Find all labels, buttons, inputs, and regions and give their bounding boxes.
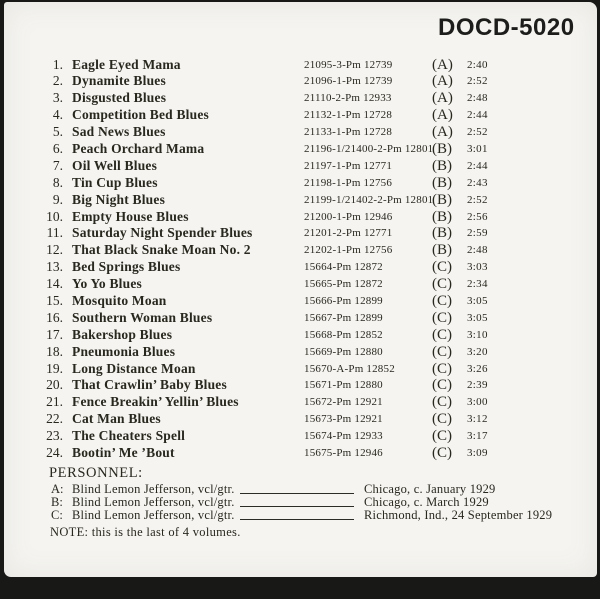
matrix-number: 21132-1-Pm 12728 <box>304 109 393 122</box>
track-duration: 3:00 <box>467 396 488 409</box>
track-row <box>4 411 597 428</box>
track-number: 1. <box>52 56 63 72</box>
track-row <box>4 107 597 124</box>
track-title: Oil Well Blues <box>72 157 158 173</box>
session-code: (A) <box>432 107 453 124</box>
session-code: (C) <box>432 411 452 428</box>
matrix-number: 15664-Pm 12872 <box>304 261 383 274</box>
session-code: (B) <box>432 157 452 174</box>
track-number: 2. <box>52 73 63 89</box>
track-row <box>4 361 597 378</box>
track-number: 15. <box>46 292 63 308</box>
track-title: Sad News Blues <box>72 124 166 140</box>
track-row <box>4 428 597 445</box>
session-code: (B) <box>432 140 452 157</box>
track-title: That Black Snake Moan No. 2 <box>72 242 251 258</box>
recording-location: Richmond, Ind., 24 September 1929 <box>364 508 553 523</box>
track-duration: 3:10 <box>467 328 488 341</box>
track-number: 9. <box>52 191 63 207</box>
track-title: Eagle Eyed Mama <box>72 56 181 72</box>
track-number: 20. <box>46 377 63 393</box>
session-code: (C) <box>432 276 452 293</box>
volume-note: NOTE: this is the last of 4 volumes. <box>50 525 241 539</box>
track-title: Saturday Night Spender Blues <box>72 225 253 241</box>
session-code: (C) <box>432 292 452 309</box>
matrix-number: 21095-3-Pm 12739 <box>304 58 393 71</box>
track-title: Dynamite Blues <box>72 73 166 89</box>
track-title: Yo Yo Blues <box>72 276 142 292</box>
matrix-number: 15667-Pm 12899 <box>304 311 383 324</box>
track-duration: 3:09 <box>467 446 488 459</box>
track-duration: 2:52 <box>467 193 488 206</box>
track-title: Cat Man Blues <box>72 411 161 427</box>
track-row <box>4 124 597 141</box>
track-title: Bakershop Blues <box>72 326 173 342</box>
session-code: (A) <box>432 124 453 141</box>
matrix-number: 21202-1-Pm 12756 <box>304 244 393 257</box>
session-code: (C) <box>432 360 452 377</box>
track-title: Pneumonia Blues <box>72 343 176 359</box>
track-title: Peach Orchard Mama <box>72 140 205 156</box>
track-title: Southern Woman Blues <box>72 309 213 325</box>
matrix-number: 21196-1/21400-2-Pm 12801 <box>304 142 434 155</box>
matrix-number: 15671-Pm 12880 <box>304 379 383 392</box>
track-title: The Cheaters Spell <box>72 428 186 444</box>
track-title: Competition Bed Blues <box>72 107 209 123</box>
track-row <box>4 242 597 259</box>
personnel-list <box>4 483 597 523</box>
track-title: Long Distance Moan <box>72 360 196 376</box>
track-title: That Crawlin’ Baby Blues <box>72 377 227 393</box>
track-row <box>4 57 597 74</box>
matrix-number: 15668-Pm 12852 <box>304 328 383 341</box>
track-row <box>4 73 597 90</box>
session-letter: B: <box>51 495 63 510</box>
matrix-number: 21199-1/21402-2-Pm 12801 <box>304 193 434 206</box>
track-list <box>4 57 597 462</box>
track-number: 19. <box>46 360 63 376</box>
session-code: (C) <box>432 343 452 360</box>
track-duration: 2:48 <box>467 92 488 105</box>
track-title: Bootin’ Me ’Bout <box>72 444 175 460</box>
track-duration: 2:39 <box>467 379 488 392</box>
track-duration: 2:48 <box>467 244 488 257</box>
session-code: (B) <box>432 242 452 259</box>
matrix-number: 15672-Pm 12921 <box>304 396 383 409</box>
matrix-number: 21110-2-Pm 12933 <box>304 92 392 105</box>
track-duration: 3:17 <box>467 430 488 443</box>
session-code: (C) <box>432 444 452 461</box>
track-row <box>4 141 597 158</box>
matrix-number: 21197-1-Pm 12771 <box>304 159 393 172</box>
track-row <box>4 445 597 462</box>
track-title: Fence Breakin’ Yellin’ Blues <box>72 394 239 410</box>
matrix-number: 15665-Pm 12872 <box>304 278 383 291</box>
track-duration: 3:03 <box>467 261 488 274</box>
fill-in-rule <box>240 483 354 494</box>
session-code: (C) <box>432 377 452 394</box>
track-number: 22. <box>46 411 63 427</box>
session-code: (A) <box>432 56 453 73</box>
session-code: (C) <box>432 326 452 343</box>
track-duration: 2:56 <box>467 210 488 223</box>
track-row <box>4 175 597 192</box>
session-letter: A: <box>51 482 64 496</box>
catalog-number: DOCD-5020 <box>438 14 575 41</box>
track-row <box>4 192 597 209</box>
track-number: 18. <box>46 343 63 359</box>
track-title: Mosquito Moan <box>72 292 167 308</box>
track-duration: 2:44 <box>467 109 488 122</box>
matrix-number: 15675-Pm 12946 <box>304 446 383 459</box>
track-duration: 2:43 <box>467 176 488 189</box>
artist-credit: Blind Lemon Jefferson, vcl/gtr. <box>72 495 235 510</box>
track-number: 14. <box>46 276 63 292</box>
session-code: (A) <box>432 73 453 90</box>
track-row <box>4 327 597 344</box>
track-duration: 2:44 <box>467 159 488 172</box>
track-duration: 2:52 <box>467 126 488 139</box>
track-duration: 2:52 <box>467 75 488 88</box>
track-number: 6. <box>52 140 63 156</box>
track-duration: 3:26 <box>467 362 488 375</box>
track-number: 17. <box>46 326 63 342</box>
track-title: Bed Springs Blues <box>72 259 181 275</box>
booklet-page <box>4 2 597 577</box>
fill-in-rule <box>240 496 354 507</box>
track-row <box>4 344 597 361</box>
track-duration: 2:40 <box>467 58 488 71</box>
session-code: (B) <box>432 174 452 191</box>
matrix-number: 21198-1-Pm 12756 <box>304 176 393 189</box>
matrix-number: 15670-A-Pm 12852 <box>304 362 395 375</box>
personnel-heading: PERSONNEL: <box>49 465 143 481</box>
track-number: 24. <box>46 444 63 460</box>
session-code: (C) <box>432 428 452 445</box>
track-number: 10. <box>46 208 63 224</box>
track-row <box>4 158 597 175</box>
session-code: (C) <box>432 259 452 276</box>
session-code: (B) <box>432 225 452 242</box>
track-number: 21. <box>46 394 63 410</box>
track-number: 5. <box>52 124 63 140</box>
track-row <box>4 310 597 327</box>
track-duration: 3:20 <box>467 345 488 358</box>
track-duration: 3:05 <box>467 311 488 324</box>
track-number: 23. <box>46 428 63 444</box>
track-row <box>4 293 597 310</box>
matrix-number: 15669-Pm 12880 <box>304 345 383 358</box>
session-code: (B) <box>432 208 452 225</box>
track-duration: 2:59 <box>467 227 488 240</box>
recording-location: Chicago, c. March 1929 <box>364 495 489 510</box>
track-title: Big Night Blues <box>72 191 166 207</box>
matrix-number: 21200-1-Pm 12946 <box>304 210 393 223</box>
artist-credit: Blind Lemon Jefferson, vcl/gtr. <box>72 482 235 496</box>
matrix-number: 21133-1-Pm 12728 <box>304 126 393 139</box>
track-title: Disgusted Blues <box>72 90 167 106</box>
matrix-number: 15674-Pm 12933 <box>304 430 383 443</box>
track-number: 11. <box>46 225 63 241</box>
track-number: 8. <box>52 174 63 190</box>
session-letter: C: <box>51 508 63 523</box>
matrix-number: 21096-1-Pm 12739 <box>304 75 393 88</box>
fill-in-rule <box>240 509 354 520</box>
track-row <box>4 377 597 394</box>
track-number: 13. <box>46 259 63 275</box>
track-duration: 3:12 <box>467 413 488 426</box>
track-duration: 3:05 <box>467 294 488 307</box>
track-row <box>4 259 597 276</box>
session-code: (C) <box>432 394 452 411</box>
session-code: (C) <box>432 309 452 326</box>
artist-credit: Blind Lemon Jefferson, vcl/gtr. <box>72 508 235 523</box>
track-number: 16. <box>46 309 63 325</box>
track-number: 4. <box>52 107 63 123</box>
personnel-line <box>4 509 597 522</box>
session-code: (A) <box>432 90 453 107</box>
track-duration: 2:34 <box>467 278 488 291</box>
track-number: 3. <box>52 90 63 106</box>
track-row <box>4 225 597 242</box>
track-duration: 3:01 <box>467 142 488 155</box>
recording-location: Chicago, c. January 1929 <box>364 482 496 496</box>
track-row <box>4 90 597 107</box>
track-row <box>4 276 597 293</box>
track-title: Tin Cup Blues <box>72 174 158 190</box>
matrix-number: 15673-Pm 12921 <box>304 413 383 426</box>
track-title: Empty House Blues <box>72 208 189 224</box>
track-row <box>4 209 597 226</box>
track-number: 12. <box>46 242 63 258</box>
track-number: 7. <box>52 157 63 173</box>
matrix-number: 21201-2-Pm 12771 <box>304 227 393 240</box>
session-code: (B) <box>432 191 452 208</box>
track-row <box>4 394 597 411</box>
matrix-number: 15666-Pm 12899 <box>304 294 383 307</box>
